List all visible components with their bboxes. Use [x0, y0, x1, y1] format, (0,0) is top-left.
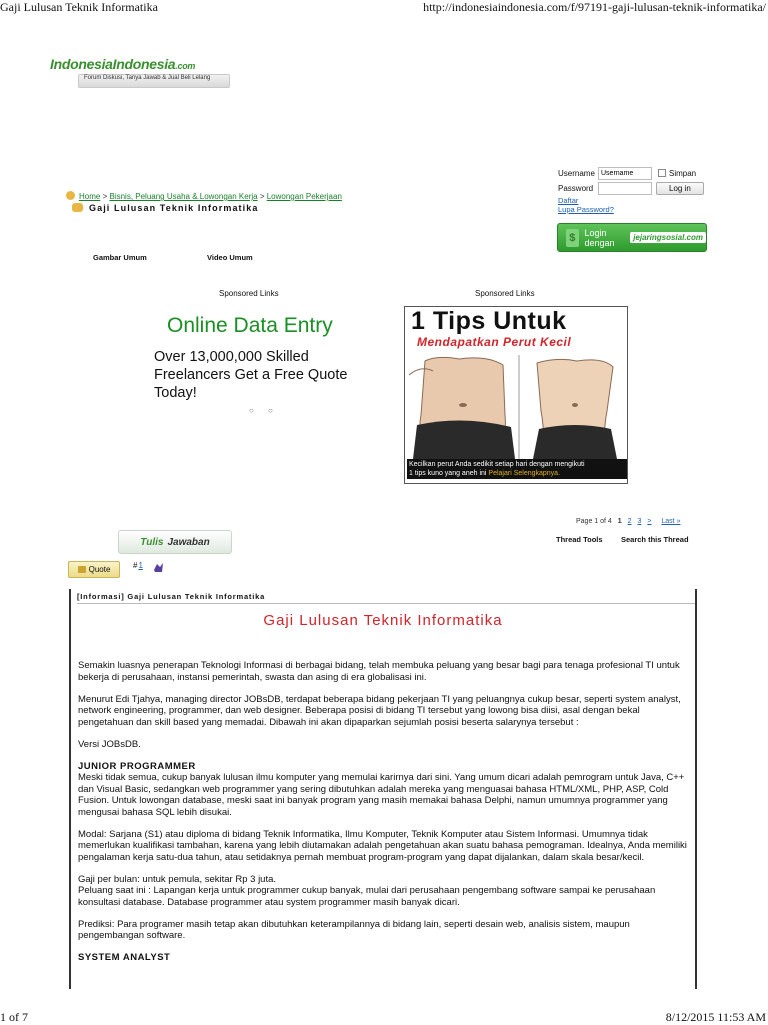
- social-login-button[interactable]: [557, 223, 707, 252]
- post-status-icon: [153, 562, 164, 573]
- password-input[interactable]: [598, 182, 652, 195]
- ad2-caption-link: Pelajari Selengkapnya.: [488, 470, 561, 477]
- breadcrumb-separator: >: [259, 192, 265, 201]
- print-datetime: 8/12/2015 11:53 AM: [665, 1010, 766, 1024]
- print-page-title: Gaji Lulusan Teknik Informatika: [0, 0, 158, 14]
- ad-carousel-dots[interactable]: ○ ○: [249, 406, 279, 415]
- username-label: Username: [558, 168, 595, 178]
- register-link[interactable]: Daftar: [558, 196, 579, 205]
- login-form: [558, 166, 758, 214]
- quote-button[interactable]: [68, 561, 120, 578]
- salary-line: Gaji per bulan: untuk pemula, sekitar Rp 3 juta.: [78, 873, 277, 885]
- reply-button[interactable]: [118, 530, 232, 554]
- home-icon: [66, 191, 75, 200]
- quote-icon: [78, 566, 86, 573]
- print-page-count: 1 of 7: [0, 1010, 28, 1024]
- ad-data-entry-title[interactable]: Online Data Entry: [167, 314, 333, 337]
- sponsored-label-left: Sponsored Links: [219, 289, 279, 298]
- remember-checkbox[interactable]: [658, 169, 666, 177]
- site-logo[interactable]: [50, 56, 226, 92]
- logo-wordmark: [50, 56, 195, 72]
- post-divider: [77, 603, 695, 604]
- search-thread-menu[interactable]: Search this Thread: [621, 535, 689, 544]
- section-heading-junior-programmer: JUNIOR PROGRAMMER: [78, 760, 196, 772]
- ad2-caption-line2: 1 tips kuno yang aneh ini: [409, 470, 487, 477]
- opportunity-line: Peluang saat ini : Lapangan kerja untuk programmer cukup banyak, mulai dari perusahaan pengembang software sampai ke perusahaan konsultasi database. Database programmer atau system programmer masih banyak dicari.: [78, 885, 656, 908]
- post-paragraph: Meski tidak semua, cukup banyak lulusan ilmu komputer yang memulai karirnya dari sini. Yang umum dicari adalah pemrogram untuk Java, C++ dan Visual Basic, sedangkan web programmer yang sering dibutuhkan adalah mereka yang menguasai bahasa HTML/XML, PHP, ASP, Cold Fusion. Untuk lowongan database, meski saat ini banyak program yang masih memakai bahasa Delphi, namun umumnya programmer yang mengusai bahasa SQL lebih disukai.: [78, 772, 685, 818]
- post-permalink[interactable]: 1: [138, 561, 143, 570]
- page-next[interactable]: >: [647, 518, 652, 525]
- quote-label: Quote: [88, 565, 111, 574]
- post-paragraph: Modal: Sarjana (S1) atau diploma di bidang Teknik Informatika, Ilmu Komputer, Teknik Komputer atau Sistem Informasi. Umumnya tidak memerlukan kualifikasi tambahan, karena yang lebih diutamakan adalah pengetahuan akan suatu bahasa pemograman. Idealnya, Anda memiliki pengalaman kerja satu-dua tahun, atau setidaknya pernah membuat program-program yang dapat dijalankan, dalam skala besar/kecil.: [78, 828, 687, 863]
- breadcrumb-bisnis[interactable]: Bisnis, Peluang Usaha & Lowongan Kerja: [109, 192, 258, 201]
- post-number-prefix: #: [133, 561, 138, 570]
- page-link-2[interactable]: 2: [627, 518, 632, 525]
- forgot-password-link[interactable]: Lupa Password?: [558, 205, 614, 214]
- logo-tagline: Forum Diskusi, Tanya Jawab & Jual Beli Lelang: [84, 75, 211, 81]
- post-paragraph: Menurut Edi Tjahya, managing director JOBsDB, terdapat beberapa bidang pekerjaan TI yang peluangnya cukup besar, seperti system analyst, network engineering, programmer, dan web designer. Beberapa posisi di bidang TI tersebut yang lowong bisa diisi, asal dengan bekal pengetahuan dan skill based yang memadai. Dibawah ini akan dipaparkan sejumlah posisi beserta salarynya tersebut :: [78, 693, 681, 728]
- nav-gambar-umum[interactable]: Gambar Umum: [93, 253, 147, 262]
- post-paragraph: Versi JOBsDB.: [78, 738, 141, 750]
- logo-suffix: .com: [175, 61, 196, 71]
- print-url: http://indonesiaindonesia.com/f/97191-gaji-lulusan-teknik-informatika/: [423, 0, 766, 14]
- ad2-caption: [407, 459, 628, 479]
- ad-data-entry-body[interactable]: Over 13,000,000 Skilled Freelancers Get a Free Quote Today!: [154, 349, 348, 401]
- page-current: 1: [617, 518, 622, 525]
- section-heading-system-analyst: SYSTEM ANALYST: [78, 952, 171, 963]
- post-title: Gaji Lulusan Teknik Informatika: [263, 612, 503, 629]
- post-paragraph: [78, 874, 690, 909]
- ad2-illustration: [407, 355, 625, 459]
- ad2-caption-line1: Kecilkan perut Anda sedikit setiap hari dengan mengikuti: [409, 461, 585, 468]
- social-brand: jejaringsosial.com: [630, 232, 706, 243]
- breadcrumb-home[interactable]: Home: [79, 192, 101, 201]
- ad2-title: 1 Tips Untuk: [411, 307, 567, 335]
- post-number: [133, 561, 143, 570]
- reply-button-word1: Tulis: [140, 536, 164, 548]
- breadcrumb: [66, 191, 342, 201]
- breadcrumb-current: [72, 203, 258, 213]
- post-header: [Informasi] Gaji Lulusan Teknik Informatika: [77, 592, 266, 601]
- thread-tools-menu[interactable]: Thread Tools: [556, 535, 603, 544]
- username-input[interactable]: [598, 167, 652, 180]
- pagination: [576, 518, 680, 525]
- logo-name: IndonesiaIndonesia: [50, 56, 176, 72]
- login-button[interactable]: Log in: [656, 182, 704, 195]
- reply-button-word2: Jawaban: [167, 536, 210, 548]
- page-last[interactable]: Last »: [661, 518, 681, 525]
- page-link-3[interactable]: 3: [637, 518, 642, 525]
- sponsored-label-right: Sponsored Links: [475, 289, 535, 298]
- breadcrumb-lowongan[interactable]: Lowongan Pekerjaan: [266, 192, 342, 201]
- dollar-icon: $: [566, 229, 579, 247]
- remember-label: Simpan: [669, 168, 697, 178]
- ad2-subtitle: Mendapatkan Perut Kecil: [417, 335, 572, 349]
- nav-video-umum[interactable]: Video Umum: [207, 253, 253, 262]
- social-login-label: Login dengan: [584, 227, 615, 248]
- post-paragraph: Prediksi: Para programer masih tetap akan dibutuhkan keterampilannya di bidang lain, seperti desain web, analisis sistem, maupun pengembangan software.: [78, 918, 630, 941]
- ad-tips-banner[interactable]: [404, 306, 628, 484]
- page-label: Page 1 of 4: [576, 518, 612, 525]
- password-label: Password: [558, 183, 594, 193]
- breadcrumb-separator: >: [102, 192, 108, 201]
- breadcrumb-current-label: Gaji Lulusan Teknik Informatika: [89, 203, 259, 213]
- thread-icon: [72, 203, 83, 212]
- post-paragraph: Semakin luasnya penerapan Teknologi Informasi di berbagai bidang, telah membuka peluang yang besar bagi para tenaga profesional TI untuk bekerja di perusahaan, instansi pemerintah, swasta dan asing di era globalisasi ini.: [78, 660, 680, 683]
- post-body: [78, 660, 690, 964]
- post-container: [69, 589, 697, 989]
